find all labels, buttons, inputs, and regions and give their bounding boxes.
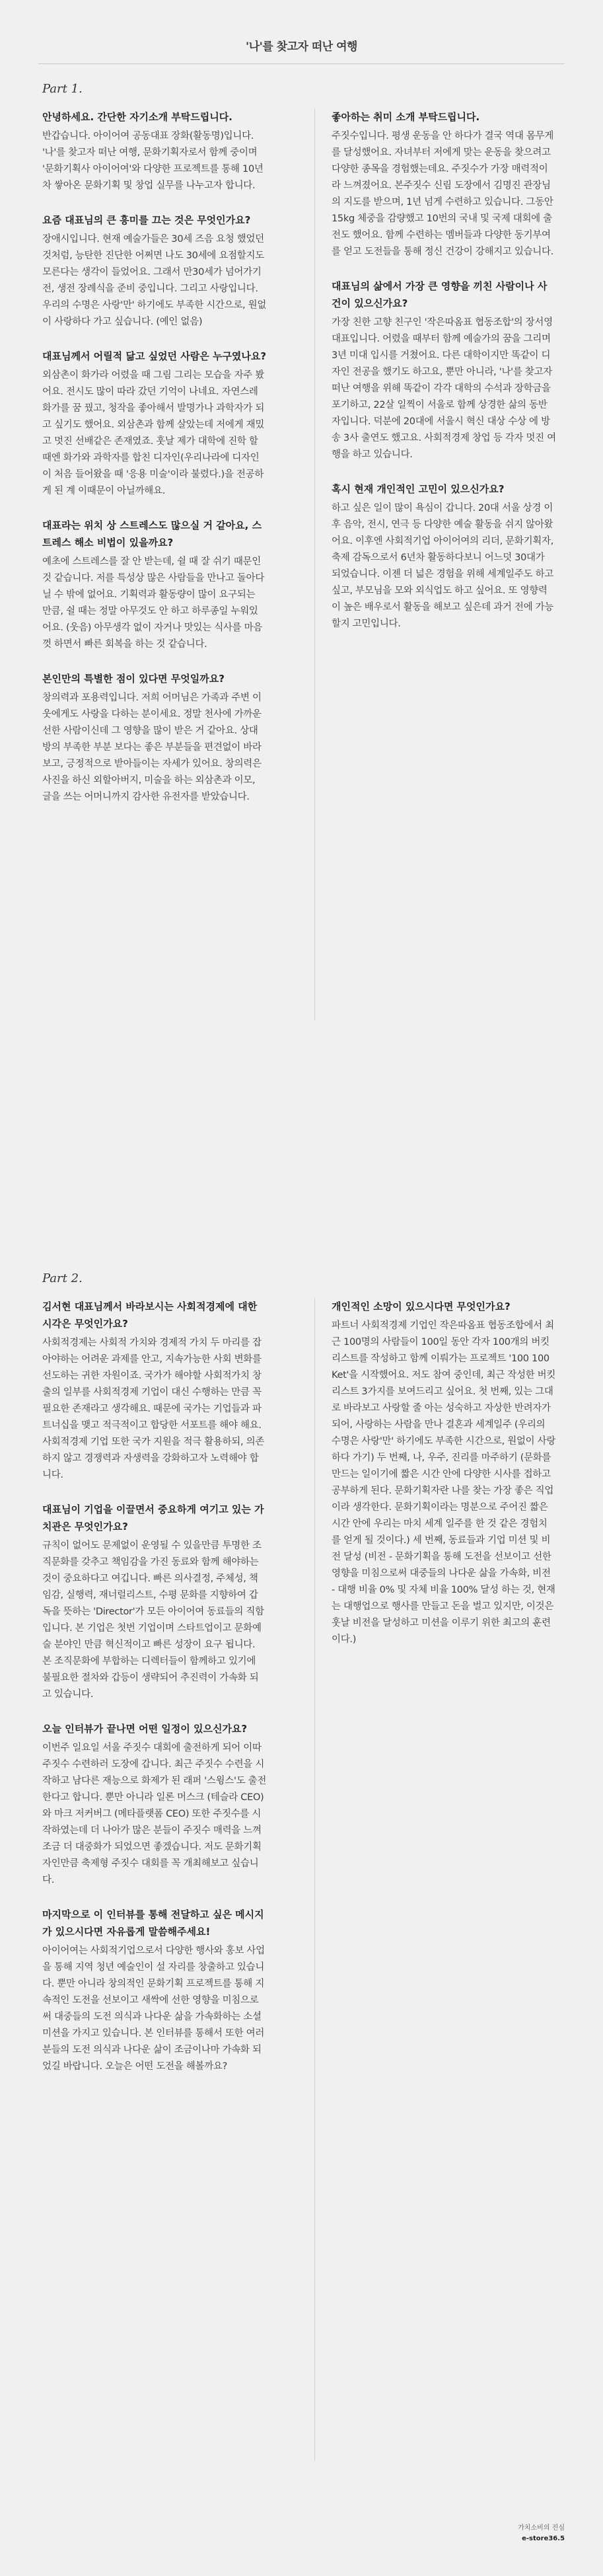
question-heading: 대표님의 삶에서 가장 큰 영향을 끼친 사람이나 사건이 있으신가요? (332, 280, 548, 309)
answer-text: 창의력과 포용력입니다. 저희 어머님은 가족과 주변 이웃에게도 사랑을 다하는 분이세요. 정말 천사에 가까운 선한 사람이신데 그 영향을 많이 받은 거 같아요. 상대방의 부족한 부분 보다는 좋은 부분들을 편견없이 바라보고, 긍정적으로 받아들이는 자세가 있어요. 창의력은 사진을 하신 외할아버지, 미술을 하는 외삼촌과 이모, 글을 쓰는 어머니까지 감사한 유전자를 받았습니다. (42, 693, 262, 802)
answer-text: 아이어여는 사회적기업으로서 다양한 행사와 홍보 사업을 통해 지역 청년 예술인이 설 자리를 창출하고 있습니다. 뿐만 아니라 창의적인 문화기획 프로젝트를 통해 지속적인 도전을 선보이고 새싹에 선한 영향을 미침으로써 대중들의 도전 의식과 나다운 삶을 가속화하는 소셜 미션을 가지고 있습니다. 본 인터뷰를 통해서 또한 여러분들의 도전 의식과 나다운 삶이 조금이나마 가속화 되었길 바랍니다. 오늘은 어떤 도전을 해볼까요? (42, 1946, 265, 2072)
answer-text: 파트너 사회적경제 기업인 작은따옴표 협동조합에서 최근 100명의 사람들이 100일 동안 각자 100개의 버킷리스트를 작성하고 함께 이뤄가는 프로젝트 '100 100 Ket'을 시작했어요. 저도 참여 중인데, 최근 작성한 버킷리스트 3가지를 보여드리고 싶어요. 첫 번째, 있는 그대로 바라보고 사랑할 줄 아는 성숙하고 자상한 반려자가 되어, 사랑하는 사람을 만나 결혼과 세계일주 (우리의 수명은 사랑'만' 하기에도 부족한 시간으로, 원없이 사랑하다 가기) 두 번째, 나, 우주, 진리를 마주하기 (문화를 만드는 일이기에 짧은 시간 안에 다양한 시사를 접하고 공부하게 된다. 문화기획자란 나를 찾는 가장 좋은 직업이라 생각한다. 문화기획이라는 명분으로 주어진 짧은 시간 안에 우리는 마치 세계 일주를 한 것 같은 경험치를 얻게 될 것이다.) 세 번째, 동료들과 기업 미션 및 비전 달성 (비전 - 문화기획을 통해 도전을 선보이고 선한 영향을 미침으로써 대중들의 나다운 삶을 가속화, 비전 - 대행 비율 0% 및 자체 비율 100% 달성 하는 것, 현재는 대행업으로 행사를 만들고 돈을 벌고 있지만, 이것은 훗날 비전을 달성하고 미션을 이루기 위한 최고의 훈련이다.) (332, 1320, 556, 1645)
part-1-left-column (42, 108, 267, 823)
answer-text: 규칙이 없어도 문제없이 운영될 수 있을만큼 투명한 조직문화를 갖추고 책임감을 가진 동료와 함께 해야하는 것이 중요하다고 여깁니다. 빠른 의사결정, 주체성, 책임감, 실행력, 재너럴리스트, 수평 문화를 지향하여 갑독을 뜻하는 'Director'가 모든 아이어여 동료들의 직함 입니다. 본 기업은 첫번 기업이며 스타트업이고 문화예술 분야인 만큼 혁신적이고 빠른 성장이 요구 됩니다. 본 조직문화에 부합하는 디렉터들이 함께하고 있기에 불필요한 절차와 갑등이 생략되어 추진력이 가속화 되고 있습니다. (42, 1540, 264, 1700)
question-heading: 김서현 대표님께서 바라보시는 사회적경제에 대한 시각은 무엇인가요? (42, 1301, 258, 1330)
part-1-section (42, 79, 564, 1071)
part-1-label: Part 1. (42, 82, 83, 96)
qa-block (332, 1298, 556, 1648)
footer (518, 2523, 565, 2544)
answer-text: 가장 친한 고향 친구인 '작은따옴표 협동조합'의 장서영 대표입니다. 어렸을 때부터 함께 예술가의 꿈을 그리며 3년 미대 입시를 거쳤어요. 다른 대학이지만 똑같이 디자인 전공을 했기도 하고요, 뿐만 아니라, '나'를 찾고자 떠난 여행을 위해 똑같이 각각 대학의 수석과 장학금을 포기하고, 22살 일찍이 서울로 함께 상경한 삶의 동반자입니다. 덕분에 20대에 서울시 혁신 대상 수상 에 방송 3사 출연도 했고요. 사회적경제 창업 등 각자 멋진 여행을 하고 있습니다. (332, 317, 556, 460)
footer-brand: e-store36.5 (522, 2535, 565, 2542)
question-heading: 혹시 현재 개인적인 고민이 있으신가요? (332, 483, 505, 495)
answer-text: 사회적경제는 사회적 가치와 경제적 가치 두 마리를 잡아야하는 어려운 과제를 안고, 지속가능한 사회 변화를 선도하는 귀한 자원이죠. 국가가 해야할 사회적가치 창출의 일부를 사회적경제 기업이 대신 수행하는 만큼 꼭 필요한 존재라고 생각해요. 때문에 국가는 기업들과 파트너십을 맺고 적극적이고 합당한 서포트를 해야 해요. 사회적경제 기업 또한 국가 지원을 적극 활용하되, 의존하지 않고 경쟁력과 자생력을 강화하고자 노력해야 합니다. (42, 1338, 265, 1480)
part-2-label: Part 2. (42, 1271, 83, 1285)
answer-text: 이번주 일요일 서울 주짓수 대회에 출전하게 되어 이따 주짓수 수련하러 도장에 갑니다. 최근 주짓수 수련을 시작하고 남다른 재능으로 화제가 된 래퍼 '스윙스'도 출전한다고 합니다. 뿐만 아니라 일론 머스크 (테슬라 CEO)와 마크 저커버그 (메타플랫폼 CEO) 또한 주짓수를 시작하였는데 더 나아가 많은 분들이 주짓수 매력을 느껴 조금 더 대중화가 되었으면 좋겠습니다. 저도 문화기획자인만큼 축제형 주짓수 대회를 꼭 개최해보고 싶습니다. (42, 1743, 267, 1885)
question-heading: 개인적인 소망이 있으시다면 무엇인가요? (332, 1301, 511, 1312)
qa-block (332, 278, 556, 463)
question-heading: 요즘 대표님의 큰 흥미를 끄는 것은 무엇인가요? (42, 214, 251, 226)
question-heading: 안녕하세요. 간단한 자기소개 부탁드립니다. (42, 111, 232, 123)
qa-block (42, 1906, 267, 2075)
question-heading: 대표라는 위치 상 스트레스도 많으실 거 같아요, 스트레스 해소 비법이 있을까요? (42, 519, 262, 549)
answer-text: 반갑습니다. 아이어여 공동대표 장화(활동명)입니다. '나'를 찾고자 떠난 여행, 문화기획자로서 함께 중이며 '문화기획사 아이어여'와 다양한 프로젝트를 통해 10년차 쌓아온 문화기획 및 창업 실무를 나누고자 합니다. (42, 131, 264, 191)
qa-block (42, 108, 267, 194)
answer-text: 하고 싶은 일이 많이 욕심이 갑니다. 20대 서울 상경 이후 음악, 전시, 연극 등 다양한 예술 활동을 쉬지 않아왔어요. 이후엔 사회적기업 아이어여의 리더, 문화기획자, 축제 감독으로서 6년차 활동하다보니 어느덧 30대가 되었습니다. 이젠 더 넓은 경험을 위해 세계일주도 하고 싶고, 부모님을 모와 외식업도 하고 싶어요. 또 영향력이 높은 배우로서 활동을 해보고 싶은데 과거 전에 가능할지 고민입니다. (332, 503, 554, 629)
qa-block (332, 108, 556, 260)
header-divider (38, 63, 565, 64)
qa-block (42, 211, 267, 330)
page-title: '나'를 찾고자 떠난 여행 (246, 40, 357, 54)
answer-text: 예초에 스트레스를 잘 안 받는데, 쉴 때 잘 쉬기 때문인 것 같습니다. 저를 특성상 많은 사람들을 만나고 돌아다닐 수 밖에 없어요. 기획력과 활동량이 많이 요구되는 만큼, 쉴 때는 정말 아무것도 안 하고 하루종일 누워있어요. (웃음) 아무생각 없이 자거나 맛있는 식사를 마음껏 하면서 빠른 회복을 하는 것 같습니다. (42, 556, 265, 650)
answer-text: 외삼촌이 화가라 어렸을 때 그림 그리는 모습을 자주 봤어요. 전시도 많이 따라 갔던 기억이 나네요. 자연스레 화가를 꿈 꿨고, 청작을 좋아해서 발명가나 과학자가 되고 싶기도 했어요. 외삼촌과 함께 살았는데 저에게 재밌고 멋진 선배같은 존재였죠. 훗날 제가 대학에 진학 할 때엔 화가와 과학자를 합친 디자인(우리나라에 디자인이 처음 들어왔을 때 '응용 미술'이라 불렸다.)을 전공하게 된 계 이때문이 아닐까해요. (42, 370, 265, 496)
question-heading: 마지막으로 이 인터뷰를 통해 전달하고 싶은 메시지가 있으시다면 자유롭게 말씀해주세요! (42, 1909, 264, 1938)
page-header (0, 0, 603, 54)
qa-block (332, 480, 556, 632)
part-2-section (42, 1269, 564, 2511)
qa-block (42, 1720, 267, 1889)
part-2-column-divider (314, 1298, 315, 2461)
part-1-right-column (332, 108, 556, 650)
part-2-left-column (42, 1298, 267, 2092)
question-heading: 오늘 인터뷰가 끝나면 어떤 일정이 있으신가요? (42, 1723, 248, 1735)
qa-block (42, 1501, 267, 1703)
footer-tagline: 가치소비의 진심 (518, 2524, 565, 2532)
qa-block (42, 348, 267, 500)
answer-text: 장애시입니다. 현재 예술가들은 30세 즈음 요청 했었던 것처럼, 능탄한 진단한 어쩌면 나도 30세에 요점할지도 모른다는 생각이 들었어요. 그래서 만30세가 넘어가기 전, 생전 장례식을 준비 중입니다. 그리고 사랑입니다. 우리의 수명은 사랑'만' 하기에도 부족한 시간으로, 원없이 사랑하다 가고 싶습니다. (예인 없음) (42, 234, 267, 327)
question-heading: 대표님께서 어릴적 닮고 싶었던 사람은 누구였나요? (42, 350, 267, 362)
answer-text: 주짓수입니다. 평생 운동을 안 하다가 결국 역대 몸무게를 달성했어요. 자녀부터 저에게 맞는 운동을 찾으려고 다양한 종목을 경험했는데요. 주짓수가 가장 매력적이라 느껴졌어요. 본주짓수 신림 도장에서 김명진 관장님의 지도를 받으며, 1년 넘게 수련하고 있습니다. 그동안 15kg 체중을 감량했고 10번의 국내 및 국제 대회에 출전도 했어요. 함께 수련하는 멤버들과 다양한 동기부여를 얻고 도전들을 통해 정신 건강이 강해지고 있습니다. (332, 131, 554, 257)
qa-block (42, 670, 267, 806)
question-heading: 본인만의 특별한 점이 있다면 무엇일까요? (42, 673, 225, 685)
part-2-right-column (332, 1298, 556, 1665)
part-1-column-divider (314, 108, 315, 1020)
question-heading: 대표님이 기업을 이끌면서 중요하게 여기고 있는 가치관은 무엇인가요? (42, 1503, 264, 1533)
qa-block (42, 517, 267, 653)
qa-block (42, 1298, 267, 1484)
question-heading: 좋아하는 취미 소개 부탁드립니다. (332, 111, 480, 123)
